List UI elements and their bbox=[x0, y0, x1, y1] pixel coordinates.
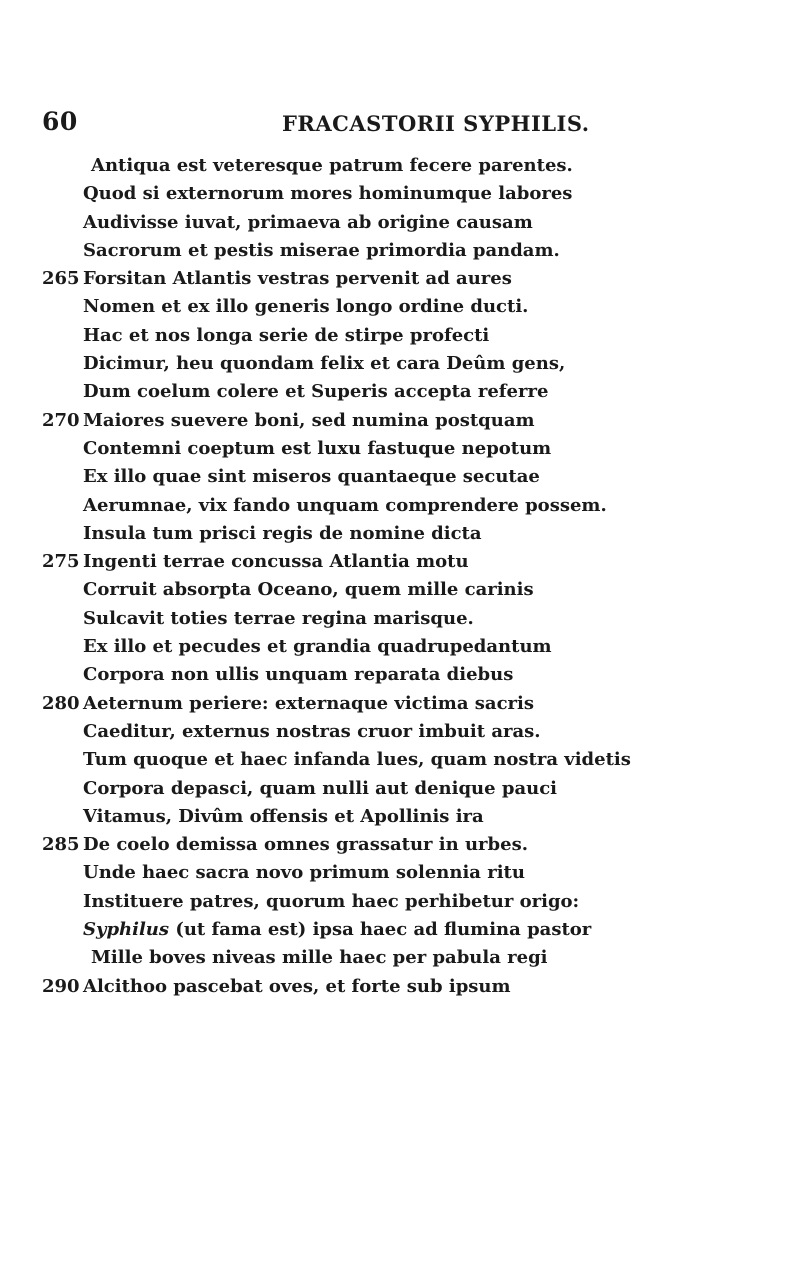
verse-text: Dum coelum colere et Superis accepta referre bbox=[83, 381, 549, 403]
verse-text: Vitamus, Divûm offensis et Apollinis ira bbox=[83, 805, 484, 827]
verse-line bbox=[42, 944, 792, 972]
verse-line bbox=[42, 152, 792, 180]
verse-block bbox=[42, 152, 792, 1001]
verse-text: Aeternum periere: externaque victima sacris bbox=[83, 692, 534, 714]
verse-line bbox=[42, 463, 792, 491]
verse-line bbox=[42, 265, 792, 293]
verse-text: Hac et nos longa serie de stirpe profecti bbox=[83, 324, 490, 346]
verse-text: Sacrorum et pestis miserae primordia pandam. bbox=[83, 239, 560, 261]
verse-line bbox=[42, 831, 792, 859]
verse-text: Antiqua est veteresque patrum fecere parentes. bbox=[91, 155, 573, 176]
verse-line bbox=[42, 661, 792, 689]
verse-text: Unde haec sacra novo primum solennia ritu bbox=[83, 862, 525, 884]
line-number: 270 bbox=[42, 409, 80, 431]
verse-line bbox=[42, 350, 792, 378]
verse-text: Sulcavit toties terrae regina marisque. bbox=[83, 607, 474, 629]
verse-text: Nomen et ex illo generis longo ordine ducti. bbox=[83, 296, 529, 318]
verse-text bbox=[83, 916, 591, 944]
verse-text: Quod si externorum mores hominumque labores bbox=[83, 183, 573, 205]
verse-text: Ex illo quae sint miseros quantaeque secutae bbox=[83, 466, 540, 488]
verse-text: Instituere patres, quorum haec perhibetur origo: bbox=[83, 890, 580, 912]
line-number: 265 bbox=[42, 268, 80, 290]
verse-text: Forsitan Atlantis vestras pervenit ad aures bbox=[83, 268, 512, 290]
verse-line bbox=[42, 520, 792, 548]
verse-text: Ingenti terrae concussa Atlantia motu bbox=[83, 551, 469, 573]
verse-text: Corruit absorpta Oceano, quem mille carinis bbox=[83, 579, 534, 601]
italic-name: Syphilus bbox=[83, 919, 170, 941]
verse-line bbox=[42, 209, 792, 237]
verse-line bbox=[42, 803, 792, 831]
verse-line bbox=[42, 407, 792, 435]
verse-line bbox=[42, 690, 792, 718]
verse-line bbox=[42, 576, 792, 604]
verse-line bbox=[42, 916, 792, 944]
verse-line bbox=[42, 775, 792, 803]
verse-line bbox=[42, 378, 792, 406]
verse-line bbox=[42, 435, 792, 463]
verse-line bbox=[42, 492, 792, 520]
page-number: 60 bbox=[42, 107, 78, 136]
verse-line bbox=[42, 859, 792, 887]
verse-text: Maiores suevere boni, sed numina postquam bbox=[83, 409, 535, 431]
line-number: 275 bbox=[42, 551, 80, 573]
verse-line bbox=[42, 888, 792, 916]
verse-line bbox=[42, 605, 792, 633]
verse-text: Mille boves niveas mille haec per pabula regi bbox=[91, 947, 548, 969]
verse-line bbox=[42, 322, 792, 350]
running-title: FRACASTORII SYPHILIS. bbox=[282, 111, 590, 136]
line-number: 285 bbox=[42, 834, 80, 856]
verse-line bbox=[42, 718, 792, 746]
verse-line bbox=[42, 633, 792, 661]
verse-text: Audivisse iuvat, primaeva ab origine causam bbox=[83, 211, 533, 233]
verse-text: De coelo demissa omnes grassatur in urbes. bbox=[83, 834, 528, 856]
verse-line bbox=[42, 180, 792, 208]
verse-text: Caeditur, externus nostras cruor imbuit aras. bbox=[83, 720, 541, 742]
verse-text: Corpora non ullis unquam reparata diebus bbox=[83, 664, 514, 686]
page-header bbox=[42, 107, 742, 143]
verse-line bbox=[42, 973, 792, 1001]
line-number: 280 bbox=[42, 692, 80, 714]
verse-line bbox=[42, 548, 792, 576]
verse-line bbox=[42, 293, 792, 321]
verse-text: Insula tum prisci regis de nomine dicta bbox=[83, 522, 482, 544]
verse-text: Aerumnae, vix fando unquam comprendere possem. bbox=[83, 494, 607, 516]
verse-text-rest: (ut fama est) ipsa haec ad flumina pastor bbox=[175, 919, 592, 941]
verse-text: Alcithoo pascebat oves, et forte sub ipsum bbox=[83, 975, 511, 997]
verse-line bbox=[42, 237, 792, 265]
verse-text: Corpora depasci, quam nulli aut denique pauci bbox=[83, 777, 557, 799]
verse-line bbox=[42, 746, 792, 774]
verse-text: Dicimur, heu quondam felix et cara Deûm gens, bbox=[83, 353, 566, 375]
verse-text: Ex illo et pecudes et grandia quadrupedantum bbox=[83, 636, 552, 658]
line-number: 290 bbox=[42, 975, 80, 997]
verse-text: Contemni coeptum est luxu fastuque nepotum bbox=[83, 437, 552, 459]
verse-text: Tum quoque et haec infanda lues, quam nostra videtis bbox=[83, 749, 631, 771]
